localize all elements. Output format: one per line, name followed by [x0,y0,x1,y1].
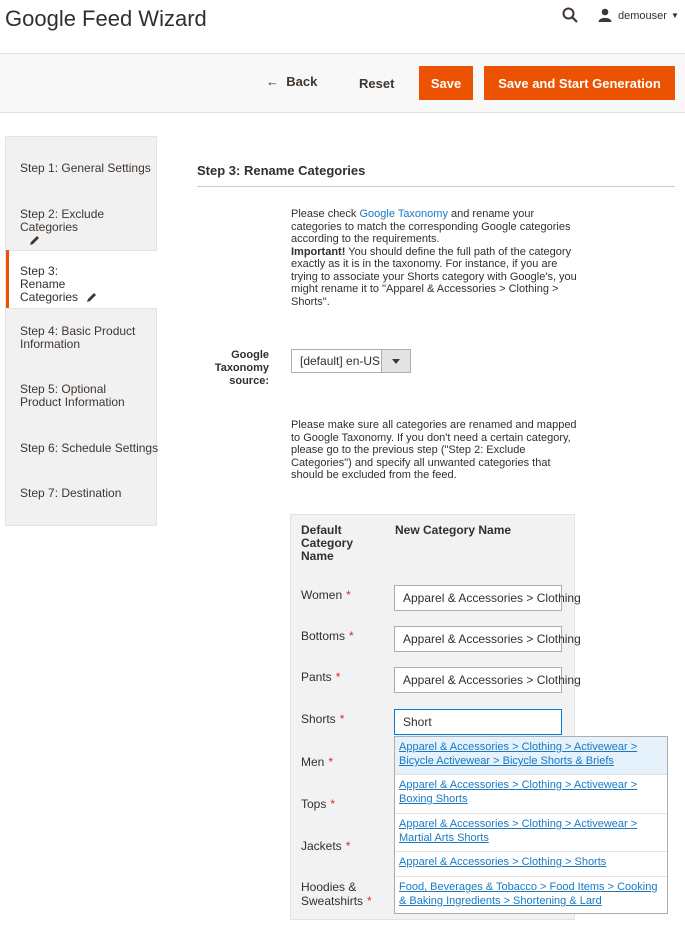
column-header-new: New Category Name [395,523,512,537]
category-name-hoodies: Hoodies & Sweatshirts * [301,880,372,908]
column-header-default: Default Category Name [301,523,354,563]
note-text: and rename your categories to match the corresponding Google categories according to the requirements. [291,208,571,245]
chevron-down-icon [392,359,400,364]
section-title: Step 3: Rename Categories [197,163,366,178]
sidebar-step-6[interactable] [20,442,158,455]
required-mark: * [330,797,336,811]
sidebar-step-1[interactable] [20,162,151,175]
step-label: Step 3: Rename Categories [20,264,79,304]
taxonomy-source-select[interactable] [291,349,411,373]
note-text: Please check [291,208,360,220]
taxonomy-source-label: Google Taxonomy source: [214,349,269,387]
category-name-women: Women * [301,588,351,602]
suggestion-option[interactable]: Apparel & Accessories > Clothing > Activewear > Bicycle Activewear > Bicycle Shorts & Briefs [395,737,667,775]
reset-button[interactable]: Reset [359,76,395,91]
step-label: Step 6: Schedule Settings [20,441,159,455]
required-mark: * [328,755,334,769]
exclude-instructions: Please make sure all categories are renamed and mapped to Google Taxonomy. If you don't need a certain category, please go to the previous step ("Step 2: Exclude Categories") and specify all unwanted categories that should be excluded from the feed. [291,419,577,481]
required-mark: * [335,670,341,684]
save-and-generate-button[interactable]: Save and Start Generation [484,66,675,100]
category-name-jackets: Jackets * [301,839,351,853]
user-icon[interactable] [598,8,612,22]
category-input-bottoms[interactable]: Apparel & Accessories > Clothing [394,626,562,652]
sidebar-step-2[interactable] [20,208,155,247]
arrow-left-icon: ← [266,74,287,89]
required-mark: * [346,588,351,602]
pencil-icon [29,235,40,246]
save-button[interactable]: Save [419,66,473,100]
user-menu-name[interactable]: demouser [618,10,667,22]
sidebar-step-4[interactable] [20,325,145,351]
pencil-icon [86,292,97,303]
important-label: Important! [291,245,346,258]
step-label: Step 4: Basic Product Information [20,324,136,351]
step-label: Step 1: General Settings [20,161,151,175]
category-input-shorts[interactable]: Short [394,709,562,735]
select-value: [default] en-US [300,354,381,368]
required-mark: * [339,712,345,726]
category-input-pants[interactable]: Apparel & Accessories > Clothing [394,667,562,693]
sidebar-step-5[interactable] [20,383,150,409]
note-text: You should define the full path of the category exactly as it is in the taxonomy. For instance, if you are trying to associate your Shorts category with Google's, you might rename it to "Apparel & Accessories > Clothing > Shorts". [291,245,577,308]
suggestion-option[interactable]: Apparel & Accessories > Clothing > Activewear > Martial Arts Shorts [395,814,667,852]
search-icon[interactable] [562,7,578,23]
category-name-bottoms: Bottoms * [301,629,354,643]
required-mark: * [349,629,354,643]
suggestion-option[interactable]: Apparel & Accessories > Clothing > Activewear > Boxing Shorts [395,775,667,814]
autocomplete-dropdown [394,736,668,914]
required-mark: * [345,839,351,853]
category-name-tops: Tops * [301,797,336,811]
step-label: Step 5: Optional Product Information [20,382,125,409]
sidebar-step-3[interactable] [20,265,105,304]
suggestion-option[interactable]: Food, Beverages & Tobacco > Food Items > Cooking & Baking Ingredients > Shortening & Lard [399,881,658,907]
category-name-pants: Pants * [301,670,341,684]
chevron-down-icon[interactable]: ▼ [671,11,679,20]
sidebar-step-7[interactable] [20,487,121,500]
category-name-shorts: Shorts * [301,712,345,726]
suggestion-option[interactable]: Apparel & Accessories > Clothing > Shorts [395,852,667,877]
active-step-marker [6,250,9,308]
google-taxonomy-link[interactable]: Google Taxonomy [359,208,448,220]
category-input-women[interactable]: Apparel & Accessories > Clothing [394,585,562,611]
page-title: Google Feed Wizard [5,6,207,31]
step-label: Step 7: Destination [20,486,122,500]
divider [197,186,675,187]
select-toggle[interactable] [381,350,410,372]
required-mark: * [367,894,372,908]
step-label: Step 2: Exclude Categories [20,207,105,234]
category-name-men: Men * [301,755,334,769]
back-button[interactable] [266,74,317,89]
back-button-label: Back [286,74,318,89]
taxonomy-instructions [291,208,583,308]
